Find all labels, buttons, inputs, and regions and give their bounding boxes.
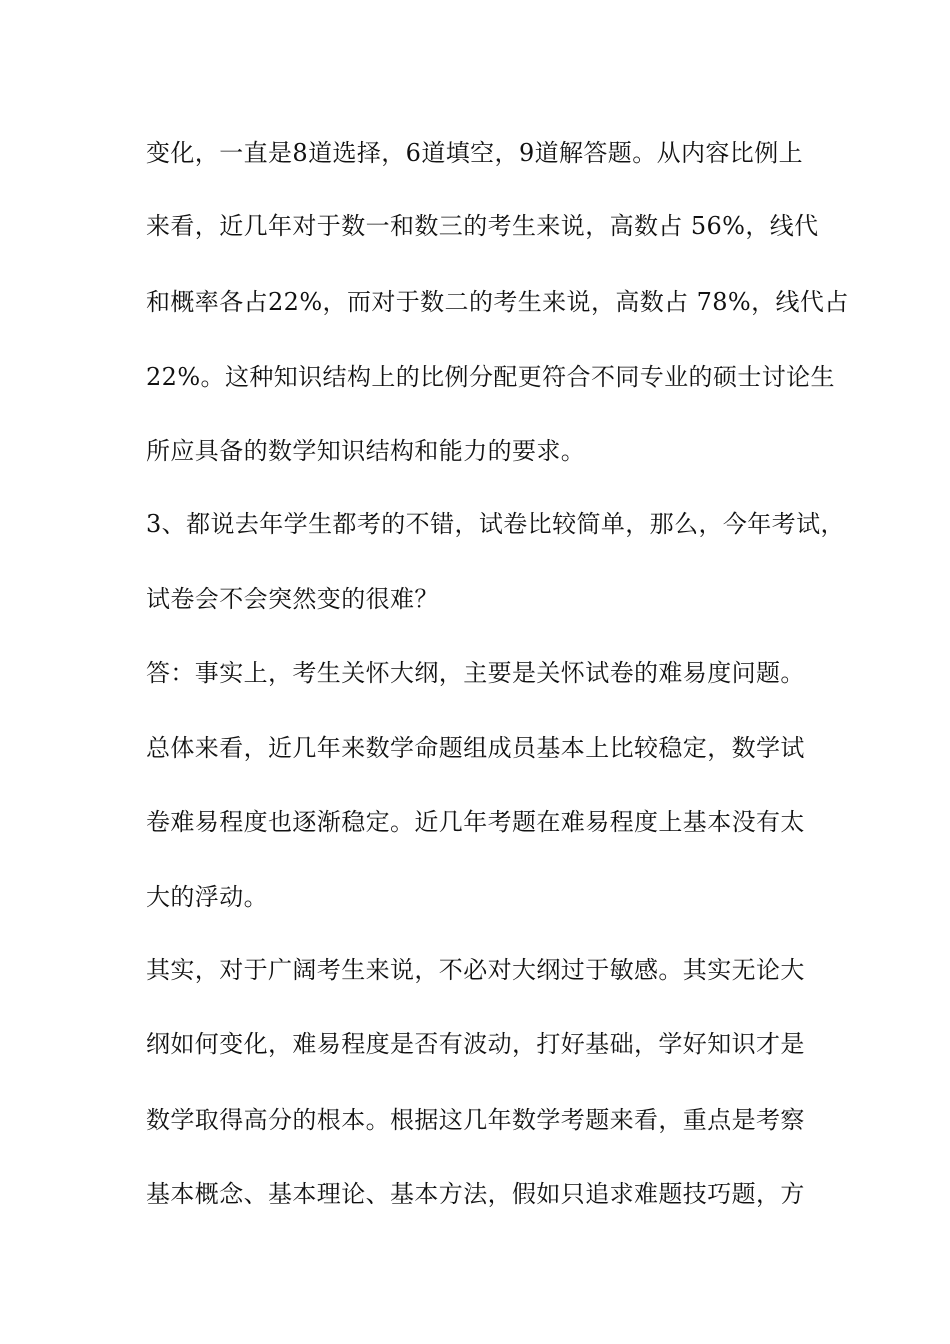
text-line: 其实，对于广阔考生来说，不必对大纲过于敏感。其实无论大 [146, 956, 805, 984]
answer-line: 答：事实上，考生关怀大纲，主要是关怀试卷的难易度问题。 [146, 659, 805, 687]
text-line: 所应具备的数学知识结构和能力的要求。 [146, 437, 586, 465]
text-line: 总体来看，近几年来数学命题组成员基本上比较稳定，数学试 [146, 734, 805, 762]
text-line: 纲如何变化，难易程度是否有波动，打好基础，学好知识才是 [146, 1030, 805, 1058]
text-line: 和概率各占22%，而对于数二的考生来说，高数占 78%，线代占 [146, 288, 849, 316]
text-line: 22%。这种知识结构上的比例分配更符合不同专业的硕士讨论生 [146, 363, 835, 391]
text-line: 卷难易程度也逐渐稳定。近几年考题在难易程度上基本没有太 [146, 808, 805, 836]
question-line: 试卷会不会突然变的很难？ [146, 585, 439, 613]
text-line: 基本概念、基本理论、基本方法，假如只追求难题技巧题，方 [146, 1180, 805, 1208]
text-line: 来看，近几年对于数一和数三的考生来说，高数占 56%，线代 [146, 212, 819, 240]
question-line: 3、都说去年学生都考的不错，试卷比较简单，那么，今年考试， [146, 510, 845, 538]
text-line: 变化，一直是8道选择，6道填空，9道解答题。从内容比例上 [146, 139, 804, 167]
text-line: 大的浮动。 [146, 883, 268, 911]
text-line: 数学取得高分的根本。根据这几年数学考题来看，重点是考察 [146, 1106, 805, 1134]
